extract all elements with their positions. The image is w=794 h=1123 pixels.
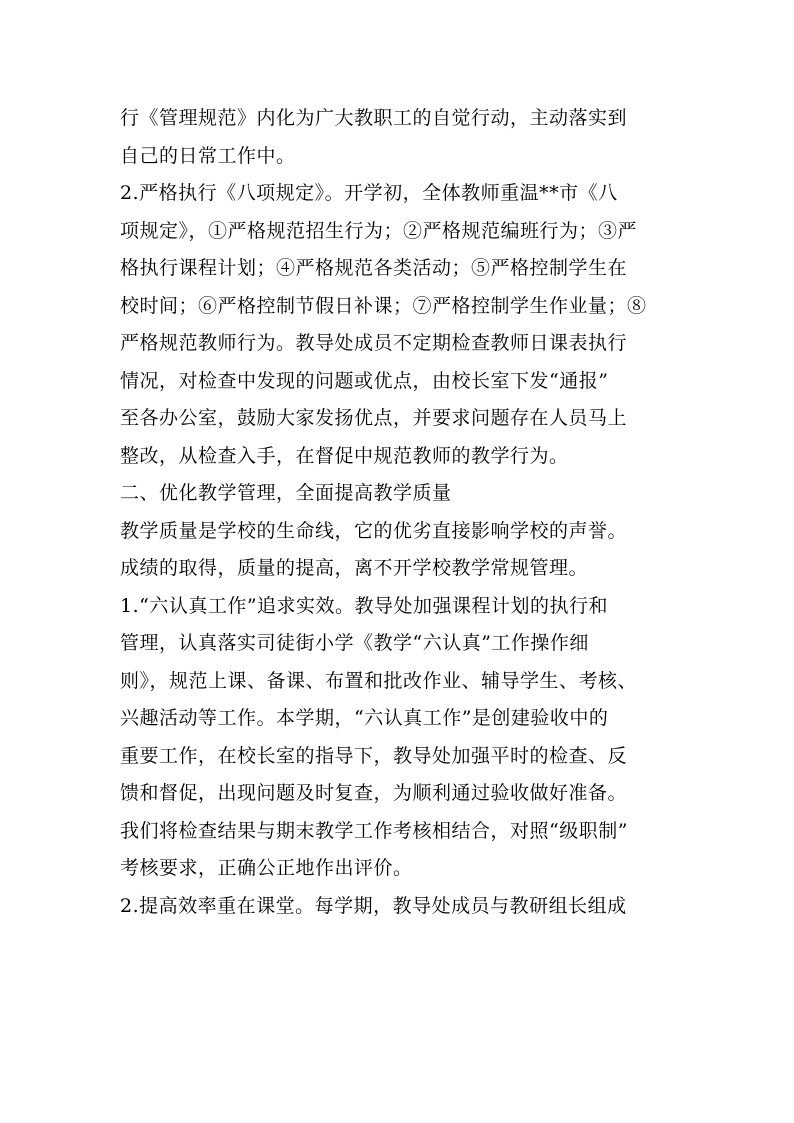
text-line-19: 馈和督促，出现问题及时复查，为顺利通过验收做好准备。 [120, 782, 628, 804]
document-body [120, 100, 680, 925]
text-line-18: 重要工作，在校长室的指导下，教导处加强平时的检查、反 [120, 744, 628, 767]
text-line-6: 校时间；⑥严格控制节假日补课；⑦严格控制学生作业量；⑧ [120, 294, 647, 317]
text-line-2: 自己的日常工作中。 [120, 144, 296, 167]
text-line-9: 至各办公室，鼓励大家发扬优点，并要求问题存在人员马上 [120, 407, 628, 429]
text-line-16: 则》，规范上课、备课、布置和批改作业、辅导学生、考核、 [120, 669, 638, 692]
text-line-3: 2.严格执行《八项规定》。开学初，全体教师重温**市《八 [120, 182, 618, 204]
text-line-20: 我们将检查结果与期末教学工作考核相结合，对照“级职制” [120, 819, 628, 842]
text-line-7: 严格规范教师行为。教导处成员不定期检查教师日课表执行 [120, 332, 628, 354]
text-line-1: 行《管理规范》内化为广大教职工的自觉行动，主动落实到 [120, 107, 628, 129]
text-line-5: 格执行课程计划；④严格规范各类活动；⑤严格控制学生在 [120, 257, 628, 279]
text-line-22: 2.提高效率重在课堂。每学期，教导处成员与教研组长组成 [120, 894, 627, 917]
text-line-8: 情况，对检查中发现的问题或优点，由校长室下发“通报” [120, 369, 609, 392]
text-line-14: 1.“六认真工作”追求实效。教导处加强课程计划的执行和 [120, 594, 609, 617]
text-line-15: 管理，认真落实司徒街小学《教学“六认真”工作操作细 [120, 632, 589, 654]
text-line-17: 兴趣活动等工作。本学期，“六认真工作”是创建验收中的 [120, 707, 609, 729]
text-line-4: 项规定》，①严格规范招生行为；②严格规范编班行为；③严 [120, 219, 638, 242]
text-line-21: 考核要求，正确公正地作出评价。 [120, 857, 413, 879]
text-line-10: 整改，从检查入手，在督促中规范教师的教学行为。 [120, 444, 569, 467]
text-line-13: 成绩的取得，质量的提高，离不开学校教学常规管理。 [120, 557, 589, 579]
text-line-12: 教学质量是学校的生命线，它的优劣直接影响学校的声誉。 [120, 519, 628, 542]
section-heading: 二、优化教学管理，全面提高教学质量 [120, 482, 452, 504]
